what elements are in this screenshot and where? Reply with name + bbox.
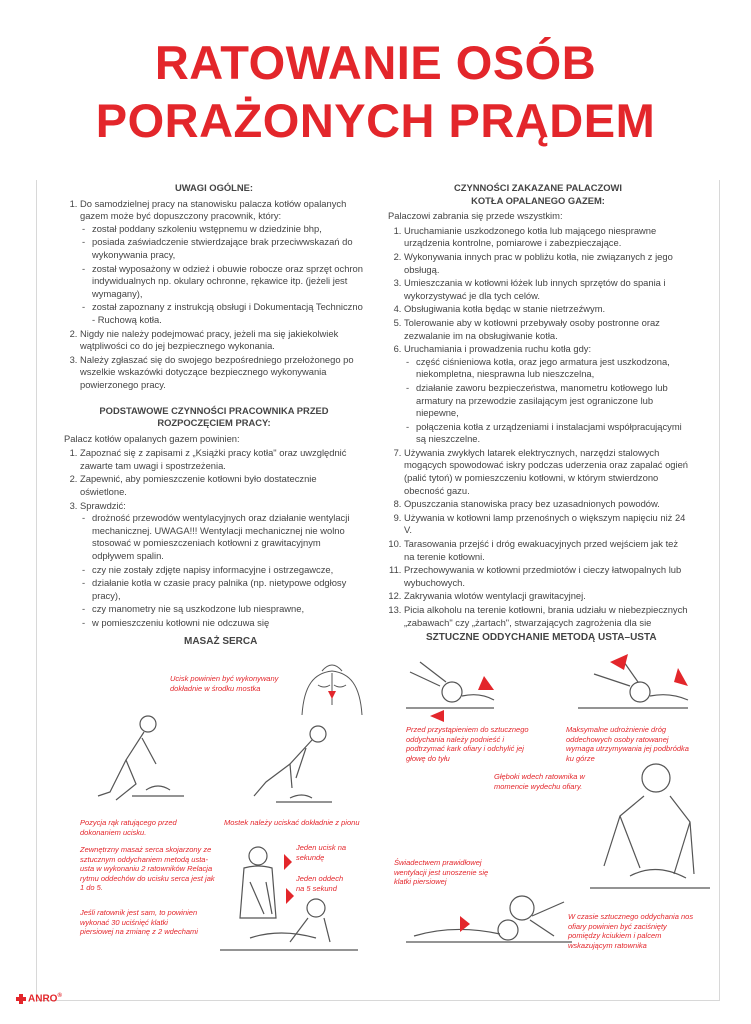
- uwagi-item-3: 3. Należy zgłaszać się do swojego bezpośredniego przełożonego po wszelkie wskazówki dotyczące bezpiecznego wykonywania powierzonego pracy.: [80, 354, 364, 392]
- zakazane-sublist: [404, 356, 688, 446]
- uwagi-item-1c: - został wyposażony w odzież i obuwie robocze oraz sprzęt ochron indywidualnych np. okulary ochronne, rękawice itp. (jeżeli jest wymagany),: [92, 263, 364, 301]
- podstawowe-heading-1: PODSTAWOWE CZYNNOŚCI PRACOWNIKA PRZED: [99, 404, 329, 416]
- page-title: [0, 34, 751, 150]
- rescuer-breath-illustration: [590, 756, 710, 906]
- zakazane-item-4: 4. Obsługiwania kotła będąc w stanie nietrzeźwym.: [404, 303, 688, 316]
- uwagi-item-1a: - został poddany szkoleniu wstępnemu w dziedzinie bhp,: [92, 223, 364, 236]
- uwagi-heading: UWAGI OGÓLNE:: [174, 182, 254, 193]
- masaz-note-oddech: Jeden oddech na 5 sekund: [296, 874, 344, 893]
- oddychanie-note-przed: Przed przystąpieniem do sztucznego oddychania należy podnieść i podtrzymać kark ofiary i odchylić jej głowę do tyłu: [406, 725, 529, 763]
- zakazane-item-5: 5. Tolerowanie aby w kotłowni przebywały osoby postronne oraz zezwalanie im na obsługiwanie kotła.: [404, 317, 688, 342]
- oddychanie-note-gleboki: Głęboki wdech ratownika w momencie wydechu ofiary.: [494, 772, 585, 791]
- zakazane-item-6b: - działanie zaworu bezpieczeństwa, manometru kotłowego lub armatury na przewodzie zasilającym jest ograniczone lub niepewne,: [416, 382, 688, 420]
- chin-lift-illustration: [574, 648, 692, 724]
- masaz-note-ucisk: Ucisk powinien być wykonywany dokładnie w środku mostka: [170, 674, 279, 693]
- zakazane-heading-1: CZYNNOŚCI ZAKAZANE PALACZOWI: [453, 182, 623, 193]
- podstawowe-heading-2: ROZPOCZĘCIEM PRACY:: [157, 417, 271, 429]
- podstawowe-list: [64, 447, 364, 629]
- uwagi-item-1d: - został zapoznany z instrukcją obsługi i Dokumentacją Techniczno - Ruchową kotła.: [92, 301, 364, 326]
- masaz-note-sam: Jeśli ratownik jest sam, to powinien wykonać 30 uciśnięć klatki piersiowej na zmianę z 2 wdechami: [80, 908, 198, 936]
- masaz-note-zewnetrzny: Zewnętrzny masaż serca skojarzony ze sztucznym oddychaniem metodą usta-usta w wykonaniu 2 ratowników Relacja rytmu oddechów do ucisku serca jest jak 1 do 5.: [80, 845, 215, 892]
- podstawowe-item-3c: - działanie kotła w czasie pracy palnika (np. nietypowe odgłosy pracy),: [92, 577, 364, 602]
- oddychanie-note-nos: W czasie sztucznego oddychania nos ofiary powinien być zaciśnięty pomiędzy kciukiem i palcem wskazującym ratownika: [568, 912, 694, 950]
- uwagi-item-1b: - posiada zaświadczenie stwierdzające brak przeciwwskazań do wykonywania pracy,: [92, 236, 364, 261]
- podstawowe-item-3a: - drożność przewodów wentylacyjnych oraz działanie wentylacji mechanicznej. UWAGA!!! Wentylacji mechanicznej nie wolno stosować w pomieszczeniach kotłowni z grawitacyjnym odpływem spalin.: [92, 512, 364, 562]
- zakazane-heading-2: KOTŁA OPALANEGO GAZEM:: [471, 194, 605, 206]
- zakazane-list: [388, 225, 688, 629]
- masaz-title: MASAŻ SERCA: [184, 636, 258, 647]
- two-rescuers-illustration: [220, 838, 360, 968]
- zakazane-item-9: 9. Używania w kotłowni lamp przenośnych o większym napięciu niż 24 V.: [404, 512, 688, 537]
- zakazane-item-7: 7. Używania zwykłych latarek elektrycznych, narzędzi stalowych mogących spowodować iskry podczas uderzenia oraz zapalać ogień (palić tytoń) w pomieszczeniu kotłowni, w którym stwierdzono obecność gazu.: [404, 447, 688, 497]
- podstawowe-item-3: 3. Sprawdzić: - drożność przewodów wentylacyjnych oraz działanie wentylacji mechanicznej. UWAGA!!! Wentylacji mechanicznej nie wolno stosować w pomieszczeniach kotłowni z grawitacyjnym odpływem spalin. - czy nie zostały zdjęte napisy informacyjne i ostrzegawcze, - działanie kotła w czasie pracy palnika (np. nietypowe odgłosy pracy), - czy manometry nie są uszkodzone lub niesprawne, - w pomieszczeniu kotłowni nie odczuwa się: [80, 500, 364, 630]
- zakazane-item-8: 8. Opuszczania stanowiska pracy bez uzasadnionych powodów.: [404, 498, 688, 511]
- zakazane-item-3: 3. Umieszczania w kotłowni łóżek lub innych sprzętów do spania i wykorzystywać je dla tych celów.: [404, 277, 688, 302]
- uwagi-item-2: 2. Nigdy nie należy podejmować pracy, jeżeli ma się jakiekolwiek wątpliwości co do jej bezpiecznego wykonania.: [80, 328, 364, 353]
- oddychanie-note-maks: Maksymalne udrożnienie dróg oddechowych osoby ratowanej wymaga utrzymywania jej podbródka ku górze: [566, 725, 689, 763]
- zakazane-item-13: 13. Picia alkoholu na terenie kotłowni, brania udziału w niebezpiecznych „zabawach" czy „żartach", stwarzających zagrożenia dla sie: [404, 604, 688, 629]
- masaz-note-jeden: Jeden ucisk na sekundę: [296, 843, 347, 862]
- anro-logo: ANRO®: [16, 993, 62, 1004]
- zakazane-item-6c: - połączenia kotła z urządzeniami i instalacjami współpracującymi są nieszczelne.: [416, 421, 688, 446]
- zakazane-item-10: 10. Tarasowania przejść i dróg ewakuacyjnych przed wejściem jak też na terenie kotłowni.: [404, 538, 688, 563]
- title-line-2: PORAŻONYCH PRĄDEM: [95, 94, 656, 147]
- rescuer-kneeling-illustration: [96, 712, 186, 804]
- masaz-note-pozycja: Pozycja rąk ratującego przed dokonaniem ucisku.: [80, 818, 177, 837]
- zakazane-item-2: 2. Wykonywania innych prac w pobliżu kotła, nie związanych z jego obsługą.: [404, 251, 688, 276]
- zakazane-item-6a: - część ciśnieniowa kotła, oraz jego armatura jest uszkodzona, niekompletna, niesprawna lub nieszczelna,: [416, 356, 688, 381]
- right-column: [388, 182, 688, 630]
- left-column: [64, 182, 364, 631]
- oddychanie-title: SZTUCZNE ODDYCHANIE METODĄ USTA–USTA: [426, 632, 657, 643]
- zakazane-item-11: 11. Przechowywania w kotłowni przedmiotów i cieczy łatwopalnych lub wybuchowych.: [404, 564, 688, 589]
- title-line-1: RATOWANIE OSÓB: [154, 36, 597, 89]
- anro-cross-icon: [16, 994, 26, 1004]
- rescuer-vertical-illustration: [246, 722, 334, 808]
- podstawowe-item-3b: - czy nie zostały zdjęte napisy informacyjne i ostrzegawcze,: [92, 564, 364, 577]
- podstawowe-item-3d: - czy manometry nie są uszkodzone lub niesprawne,: [92, 603, 364, 616]
- oddychanie-note-swiadectwem: Świadectwem prawidłowej wentylacji jest unoszenie się klatki piersiowej: [394, 858, 489, 886]
- zakazane-item-6: 6. Uruchamiania i prowadzenia ruchu kotła gdy: - część ciśnieniowa kotła, oraz jego armatura jest uszkodzona, niekompletna, niesprawna lub nieszczelna, - działanie zaworu bezpieczeństwa, manometru kotłowego lub armatury na przewodzie zasilającym jest ograniczone lub niepewne, - połączenia kotła z urządzeniami i instalacjami współpracującymi są nieszczelne.: [404, 343, 688, 446]
- podstawowe-item-2: 2. Zapewnić, aby pomieszczenie kotłowni było dostatecznie oświetlone.: [80, 473, 364, 498]
- podstawowe-intro: Palacz kotłów opalanych gazem powinien:: [64, 432, 240, 444]
- mouth-to-mouth-illustration: [404, 880, 574, 960]
- zakazane-item-12: 12. Zakrywania wlotów wentylacji grawitacyjnej.: [404, 590, 688, 603]
- zakazane-item-1: 1. Uruchamianie uszkodzonego kotła lub mającego niesprawne urządzenia kontrolne, pomiarowe i zabezpieczające.: [404, 225, 688, 250]
- masaz-note-mostek: Mostek należy uciskać dokładnie z pionu: [224, 818, 360, 827]
- zakazane-intro: Palaczowi zabrania się przede wszystkim:: [388, 210, 563, 222]
- podstawowe-item-3e: - w pomieszczeniu kotłowni nie odczuwa się: [92, 617, 364, 630]
- uwagi-list: [64, 198, 364, 392]
- podstawowe-item-1: 1. Zapoznać się z zapisami z „Książki pracy kotła" oraz uwzględnić zawarte tam uwagi i spostrzeżenia.: [80, 447, 364, 472]
- uwagi-item-1: 1. Do samodzielnej pracy na stanowisku palacza kotłów opalanych gazem może być dopuszczony pracownik, który: - został poddany szkoleniu wstępnemu w dziedzinie bhp, - posiada zaświadczenie stwierdzające brak przeciwwskazań do wykonywania pracy, - został wyposażony w odzież i obuwie robocze oraz sprzęt ochron indywidualnych np. okulary ochronne, rękawice itp. (jeżeli jest wymagany), - został zapoznany z instrukcją obsługi i Dokumentacją Techniczno - Ruchową kotła.: [80, 198, 364, 327]
- torso-illustration: [292, 655, 372, 717]
- podstawowe-sublist: [80, 512, 364, 629]
- head-tilt-illustration: [400, 652, 500, 722]
- uwagi-sublist: [80, 223, 364, 327]
